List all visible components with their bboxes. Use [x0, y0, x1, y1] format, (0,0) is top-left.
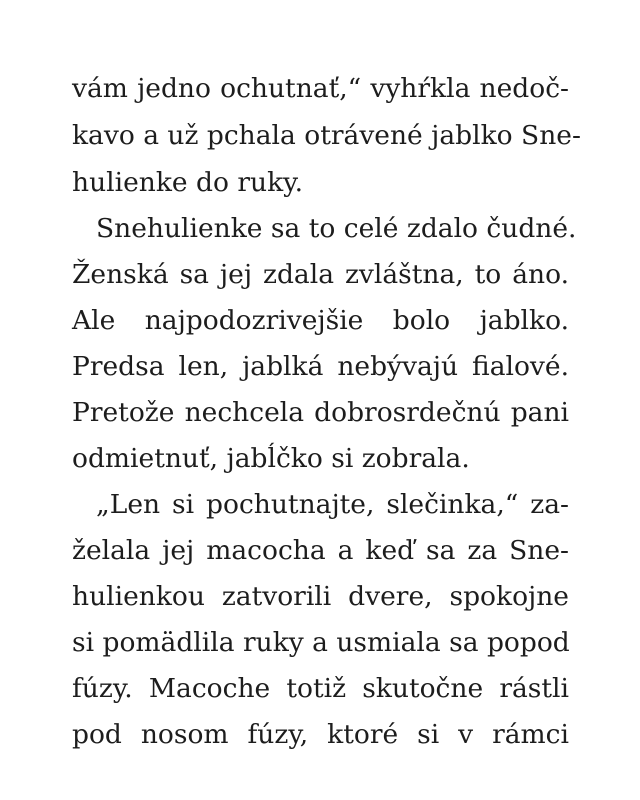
text-line: pod nosom fúzy, ktoré si v rámci: [72, 719, 569, 750]
text-line: hulienkou zatvorili dvere, spokojne: [72, 581, 569, 612]
text-line: želala jej macocha a keď sa za Sne-: [72, 535, 569, 566]
text-line: „Len si pochutnajte, slečinka,“ za-: [96, 489, 569, 520]
text-line: Pretože nechcela dobrosrdečnú pani: [72, 397, 569, 428]
text-line: si pomädlila ruky a usmiala sa popod: [72, 627, 570, 658]
text-line: Ženská sa jej zdala zvláštna, to áno.: [72, 259, 569, 290]
text-line: Predsa len, jablká nebývajú fialové.: [72, 351, 569, 382]
text-line: Ale najpodozrivejšie bolo jablko.: [72, 305, 569, 336]
text-line: hulienke do ruky.: [72, 167, 304, 198]
text-line: vám jedno ochutnať,“ vyhŕkla nedoč-: [72, 73, 569, 104]
text-line: kavo a už pchala otrávené jablko Sne-: [72, 120, 581, 151]
text-line: odmietnuť, jabĺčko si zobrala.: [72, 443, 470, 474]
text-line: fúzy. Macoche totiž skutočne rástli: [72, 673, 569, 704]
text-line: Snehulienke sa to celé zdalo čudné.: [96, 213, 577, 244]
